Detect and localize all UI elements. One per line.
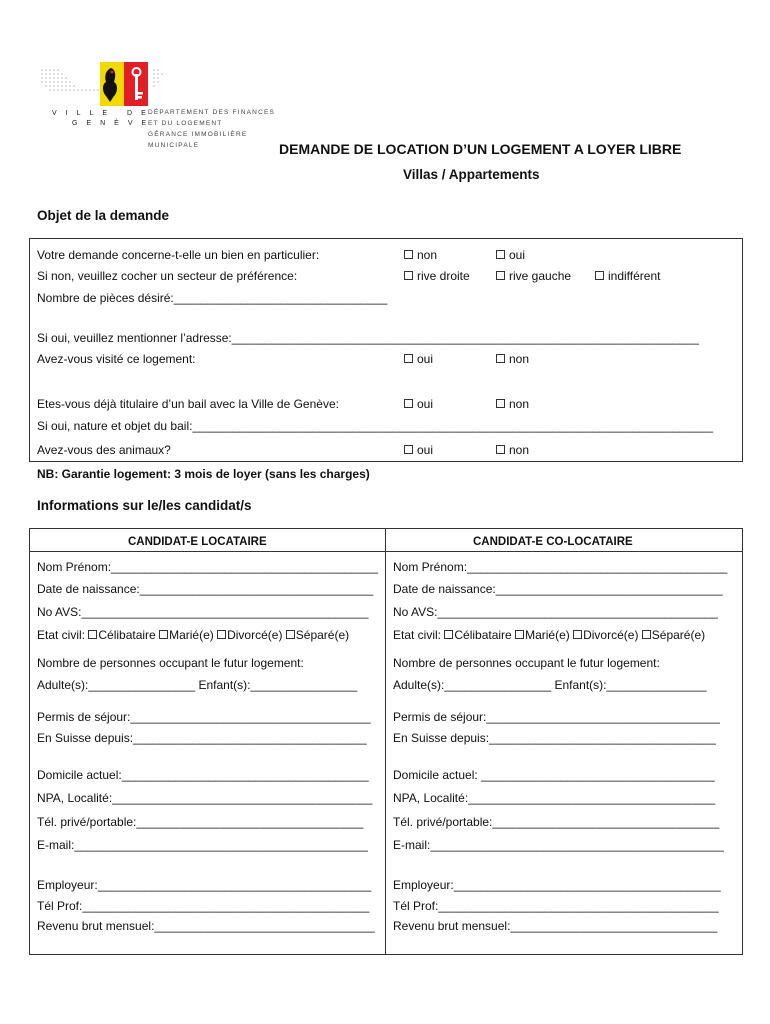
field-adultes-enfants[interactable]: Adulte(s):________________ Enfant(s):_______________ [393,678,707,692]
header-divider [29,551,742,552]
option-rive-droite[interactable] [404,269,470,283]
question-visite: Avez-vous visité ce logement: [37,352,196,366]
etat-civil-label: Etat civil: [37,628,86,642]
field-tel-prive[interactable]: Tél. privé/portable:__________________________________ [37,815,364,829]
label-nombre-personnes: Nombre de personnes occupant le futur logement: [393,656,660,670]
option-indifferent[interactable] [595,269,660,283]
city-name-line2: GENÈVE [72,120,156,127]
checkbox[interactable] [217,630,226,639]
option-non[interactable] [496,352,529,366]
option-label: non [509,443,530,457]
field-nombre-pieces[interactable]: Nombre de pièces désiré:________________________________ [37,291,388,305]
city-name-line1: VILLE DE [52,110,155,117]
option-label: Célibataire [454,628,512,642]
department-line3: GÉRANCE IMMOBILIÈRE [148,131,248,138]
column-divider [385,528,386,954]
option-label: oui [417,443,434,457]
checkbox[interactable] [515,630,524,639]
checkbox[interactable] [496,271,505,280]
checkbox[interactable] [496,354,505,363]
checkbox[interactable] [404,354,413,363]
field-nature-bail[interactable]: Si oui, nature et objet du bail:______________________________________________________________________________ [37,419,713,433]
question-secteur: Si non, veuillez cocher un secteur de préférence: [37,269,298,283]
label-nombre-personnes: Nombre de personnes occupant le futur logement: [37,656,304,670]
option-label: Marié(e) [525,628,570,642]
checkbox[interactable] [286,630,295,639]
field-date-naissance[interactable]: Date de naissance:___________________________________ [37,582,374,596]
checkbox[interactable] [88,630,97,639]
field-suisse-depuis[interactable]: En Suisse depuis:___________________________________ [37,731,367,745]
field-nom-prenom[interactable]: Nom Prénom:________________________________________ [37,560,378,574]
field-tel-prive[interactable]: Tél. privé/portable:__________________________________ [393,815,720,829]
field-npa-localite[interactable]: NPA, Localité:_____________________________________ [393,791,716,805]
option-label: Célibataire [98,628,156,642]
field-employeur[interactable]: Employeur:_________________________________________ [37,878,372,892]
checkbox[interactable] [496,445,505,454]
column-title-colocataire: CANDIDAT-E CO-LOCATAIRE [473,536,633,548]
checkbox[interactable] [159,630,168,639]
field-revenu[interactable]: Revenu brut mensuel:_______________________________ [393,919,718,933]
department-line2: ET DU LOGEMENT [148,120,223,127]
etat-civil-label: Etat civil: [393,628,442,642]
question-animaux: Avez-vous des animaux? [37,443,171,457]
option-label: rive droite [417,269,470,283]
option-oui[interactable] [404,443,433,457]
field-revenu[interactable]: Revenu brut mensuel:_________________________________ [37,919,375,933]
page-title: DEMANDE DE LOCATION D’UN LOGEMENT A LOYER LIBRE [279,141,682,157]
option-non[interactable] [496,443,529,457]
option-label: indifférent [608,269,661,283]
checkbox[interactable] [496,250,505,259]
department-line4: MUNICIPALE [148,142,200,149]
option-label: oui [417,397,434,411]
section-heading-candidats: Informations sur le/les candidat/s [37,498,252,513]
option-label: oui [509,248,526,262]
option-label: Séparé(e) [651,628,706,642]
option-label: Divorcé(e) [583,628,639,642]
field-email[interactable]: E-mail:____________________________________________ [393,838,724,852]
page-subtitle: Villas / Appartements [403,167,540,182]
option-rive-gauche[interactable] [496,269,571,283]
field-domicile[interactable]: Domicile actuel: ___________________________________ [393,768,715,782]
option-label: rive gauche [509,269,572,283]
question-titulaire-bail: Etes-vous déjà titulaire d’un bail avec la Ville de Genève: [37,397,339,411]
column-title-locataire: CANDIDAT-E LOCATAIRE [128,536,267,548]
field-email[interactable]: E-mail:____________________________________________ [37,838,368,852]
field-npa-localite[interactable]: NPA, Localité:_______________________________________ [37,791,373,805]
field-tel-prof[interactable]: Tél Prof:__________________________________________ [393,899,719,913]
department-line1: DÉPARTEMENT DES FINANCES [148,109,276,116]
option-non[interactable] [496,397,529,411]
etat-civil-row [393,628,705,642]
option-non[interactable] [404,248,437,262]
field-no-avs[interactable]: No AVS:__________________________________________ [393,605,718,619]
field-date-naissance[interactable]: Date de naissance:__________________________________ [393,582,723,596]
option-label: oui [417,352,434,366]
garantie-note: NB: Garantie logement: 3 mois de loyer (sans les charges) [37,467,370,481]
field-permis-sejour[interactable]: Permis de séjour:____________________________________ [37,710,371,724]
option-label: Marié(e) [169,628,214,642]
field-permis-sejour[interactable]: Permis de séjour:___________________________________ [393,710,720,724]
option-label: non [509,397,530,411]
option-label: non [509,352,530,366]
checkbox[interactable] [404,250,413,259]
option-label: Divorcé(e) [227,628,283,642]
field-domicile[interactable]: Domicile actuel:_____________________________________ [37,768,369,782]
field-adultes-enfants[interactable]: Adulte(s):________________ Enfant(s):________________ [37,678,358,692]
field-employeur[interactable]: Employeur:________________________________________ [393,878,721,892]
field-no-avs[interactable]: No AVS:___________________________________________ [37,605,369,619]
option-oui[interactable] [404,352,433,366]
checkbox[interactable] [444,630,453,639]
field-suisse-depuis[interactable]: En Suisse depuis:__________________________________ [393,731,716,745]
etat-civil-row [37,628,349,642]
option-label: Séparé(e) [295,628,350,642]
checkbox[interactable] [595,271,604,280]
option-label: non [417,248,438,262]
field-tel-prof[interactable]: Tél Prof:___________________________________________ [37,899,370,913]
option-oui[interactable] [404,397,433,411]
field-nom-prenom[interactable]: Nom Prénom:_______________________________________ [393,560,728,574]
checkbox[interactable] [404,445,413,454]
field-adresse[interactable]: Si oui, veuillez mentionner l’adresse:______________________________________________________________________ [37,331,699,345]
section-heading-objet: Objet de la demande [37,208,170,223]
option-oui[interactable] [496,248,525,262]
checkbox[interactable] [642,630,651,639]
question-bien-particulier: Votre demande concerne-t-elle un bien en particulier: [37,248,320,262]
checkbox[interactable] [496,399,505,408]
checkbox[interactable] [404,271,413,280]
checkbox[interactable] [404,399,413,408]
checkbox[interactable] [573,630,582,639]
